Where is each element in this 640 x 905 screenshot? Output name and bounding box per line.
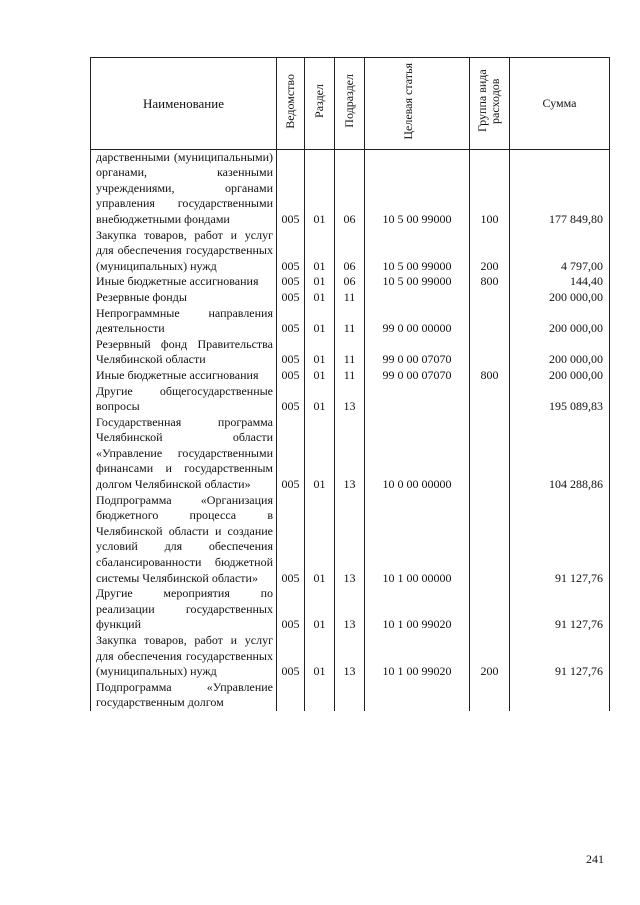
cell-summa: 200 000,00 xyxy=(510,337,610,368)
table-header xyxy=(91,58,610,150)
cell-gruppa xyxy=(470,306,510,337)
cell-vedomstvo: 005 xyxy=(277,290,305,306)
cell-gruppa: 800 xyxy=(470,368,510,384)
cell-celevaya: 99 0 00 07070 xyxy=(365,368,470,384)
table-row xyxy=(91,384,610,415)
cell-podrazdel: 11 xyxy=(335,306,365,337)
cell-celevaya: 99 0 00 07070 xyxy=(365,337,470,368)
cell-celevaya xyxy=(365,680,470,711)
cell-gruppa xyxy=(470,586,510,633)
budget-table-container xyxy=(90,57,610,711)
table-row xyxy=(91,368,610,384)
cell-vedomstvo: 005 xyxy=(277,633,305,680)
header-razdel xyxy=(305,58,335,150)
header-podrazdel-label: Подраздел xyxy=(342,74,356,128)
cell-razdel: 01 xyxy=(305,586,335,633)
page-number: 241 xyxy=(586,852,604,866)
cell-summa: 200 000,00 xyxy=(510,290,610,306)
cell-name: Иные бюджетные ассигнования xyxy=(91,368,277,384)
cell-summa: 104 288,86 xyxy=(510,415,610,493)
cell-vedomstvo: 005 xyxy=(277,274,305,290)
cell-name: Государственная программа Челябинской области «Управление государственными финансами и государственным долгом Челябинской области» xyxy=(91,415,277,493)
header-summa: Сумма xyxy=(510,58,610,150)
table-row xyxy=(91,415,610,493)
cell-podrazdel xyxy=(335,680,365,711)
cell-summa: 144,40 xyxy=(510,274,610,290)
cell-razdel: 01 xyxy=(305,290,335,306)
cell-vedomstvo: 005 xyxy=(277,337,305,368)
header-gruppa-label: Группа вида расходов xyxy=(474,69,502,133)
cell-name: Закупка товаров, работ и услуг для обеспечения государственных (муниципальных) нужд xyxy=(91,228,277,275)
cell-gruppa: 800 xyxy=(470,274,510,290)
cell-gruppa: 100 xyxy=(470,149,510,227)
cell-podrazdel: 06 xyxy=(335,228,365,275)
cell-vedomstvo: 005 xyxy=(277,306,305,337)
cell-razdel xyxy=(305,680,335,711)
cell-celevaya: 10 0 00 00000 xyxy=(365,415,470,493)
cell-podrazdel: 11 xyxy=(335,337,365,368)
cell-razdel: 01 xyxy=(305,274,335,290)
budget-table xyxy=(90,57,610,711)
table-row xyxy=(91,586,610,633)
cell-name: Другие общегосударственные вопросы xyxy=(91,384,277,415)
cell-razdel: 01 xyxy=(305,149,335,227)
cell-gruppa xyxy=(470,493,510,587)
cell-razdel: 01 xyxy=(305,337,335,368)
cell-razdel: 01 xyxy=(305,228,335,275)
cell-gruppa: 200 xyxy=(470,633,510,680)
cell-podrazdel: 11 xyxy=(335,290,365,306)
header-gruppa xyxy=(470,58,510,150)
cell-vedomstvo: 005 xyxy=(277,493,305,587)
cell-summa: 177 849,80 xyxy=(510,149,610,227)
cell-name: Подпрограмма «Организация бюджетного процесса в Челябинской области и создание условий для обеспечения сбалансированности бюджетной системы Челябинской области» xyxy=(91,493,277,587)
cell-summa: 4 797,00 xyxy=(510,228,610,275)
cell-name: Другие мероприятия по реализации государственных функций xyxy=(91,586,277,633)
cell-vedomstvo: 005 xyxy=(277,368,305,384)
table-row xyxy=(91,493,610,587)
table-body xyxy=(91,149,610,711)
cell-summa: 91 127,76 xyxy=(510,493,610,587)
cell-gruppa xyxy=(470,415,510,493)
cell-gruppa xyxy=(470,337,510,368)
table-row xyxy=(91,680,610,711)
cell-name: Резервный фонд Правительства Челябинской области xyxy=(91,337,277,368)
cell-name: дарственными (муниципальными) органами, казенными учреждениями, органами управления государственными внебюджетными фондами xyxy=(91,149,277,227)
cell-celevaya: 10 1 00 00000 xyxy=(365,493,470,587)
header-vedomstvo-label: Ведомство xyxy=(283,73,297,129)
cell-celevaya: 99 0 00 00000 xyxy=(365,306,470,337)
cell-vedomstvo: 005 xyxy=(277,228,305,275)
cell-gruppa: 200 xyxy=(470,228,510,275)
cell-celevaya: 10 1 00 99020 xyxy=(365,633,470,680)
header-razdel-label: Раздел xyxy=(312,84,326,118)
cell-summa xyxy=(510,680,610,711)
cell-celevaya: 10 1 00 99020 xyxy=(365,586,470,633)
header-vedomstvo xyxy=(277,58,305,150)
cell-podrazdel: 06 xyxy=(335,274,365,290)
table-row xyxy=(91,306,610,337)
cell-name: Закупка товаров, работ и услуг для обеспечения государственных (муниципальных) нужд xyxy=(91,633,277,680)
table-row xyxy=(91,633,610,680)
cell-podrazdel: 13 xyxy=(335,586,365,633)
header-name: Наименование xyxy=(91,58,277,150)
cell-gruppa xyxy=(470,680,510,711)
cell-name: Непрограммные направления деятельности xyxy=(91,306,277,337)
cell-podrazdel: 13 xyxy=(335,633,365,680)
cell-vedomstvo: 005 xyxy=(277,415,305,493)
table-row xyxy=(91,149,610,227)
cell-podrazdel: 11 xyxy=(335,368,365,384)
cell-celevaya xyxy=(365,384,470,415)
cell-razdel: 01 xyxy=(305,493,335,587)
cell-razdel: 01 xyxy=(305,368,335,384)
cell-celevaya: 10 5 00 99000 xyxy=(365,274,470,290)
cell-summa: 195 089,83 xyxy=(510,384,610,415)
table-row xyxy=(91,290,610,306)
header-celevaya xyxy=(365,58,470,150)
cell-gruppa xyxy=(470,290,510,306)
table-row xyxy=(91,337,610,368)
cell-name: Иные бюджетные ассигнования xyxy=(91,274,277,290)
cell-podrazdel: 13 xyxy=(335,415,365,493)
cell-name: Резервные фонды xyxy=(91,290,277,306)
cell-celevaya xyxy=(365,290,470,306)
cell-razdel: 01 xyxy=(305,415,335,493)
cell-podrazdel: 13 xyxy=(335,384,365,415)
header-celevaya-label: Целевая статья xyxy=(401,62,415,140)
cell-razdel: 01 xyxy=(305,384,335,415)
cell-razdel: 01 xyxy=(305,633,335,680)
cell-summa: 200 000,00 xyxy=(510,368,610,384)
cell-razdel: 01 xyxy=(305,306,335,337)
cell-vedomstvo: 005 xyxy=(277,384,305,415)
cell-celevaya: 10 5 00 99000 xyxy=(365,228,470,275)
header-podrazdel xyxy=(335,58,365,150)
cell-name: Подпрограмма «Управление государственным долгом xyxy=(91,680,277,711)
cell-vedomstvo: 005 xyxy=(277,586,305,633)
table-row xyxy=(91,274,610,290)
cell-summa: 91 127,76 xyxy=(510,633,610,680)
cell-gruppa xyxy=(470,384,510,415)
cell-podrazdel: 06 xyxy=(335,149,365,227)
cell-vedomstvo: 005 xyxy=(277,149,305,227)
table-row xyxy=(91,228,610,275)
cell-celevaya: 10 5 00 99000 xyxy=(365,149,470,227)
cell-summa: 200 000,00 xyxy=(510,306,610,337)
cell-podrazdel: 13 xyxy=(335,493,365,587)
cell-summa: 91 127,76 xyxy=(510,586,610,633)
cell-vedomstvo xyxy=(277,680,305,711)
